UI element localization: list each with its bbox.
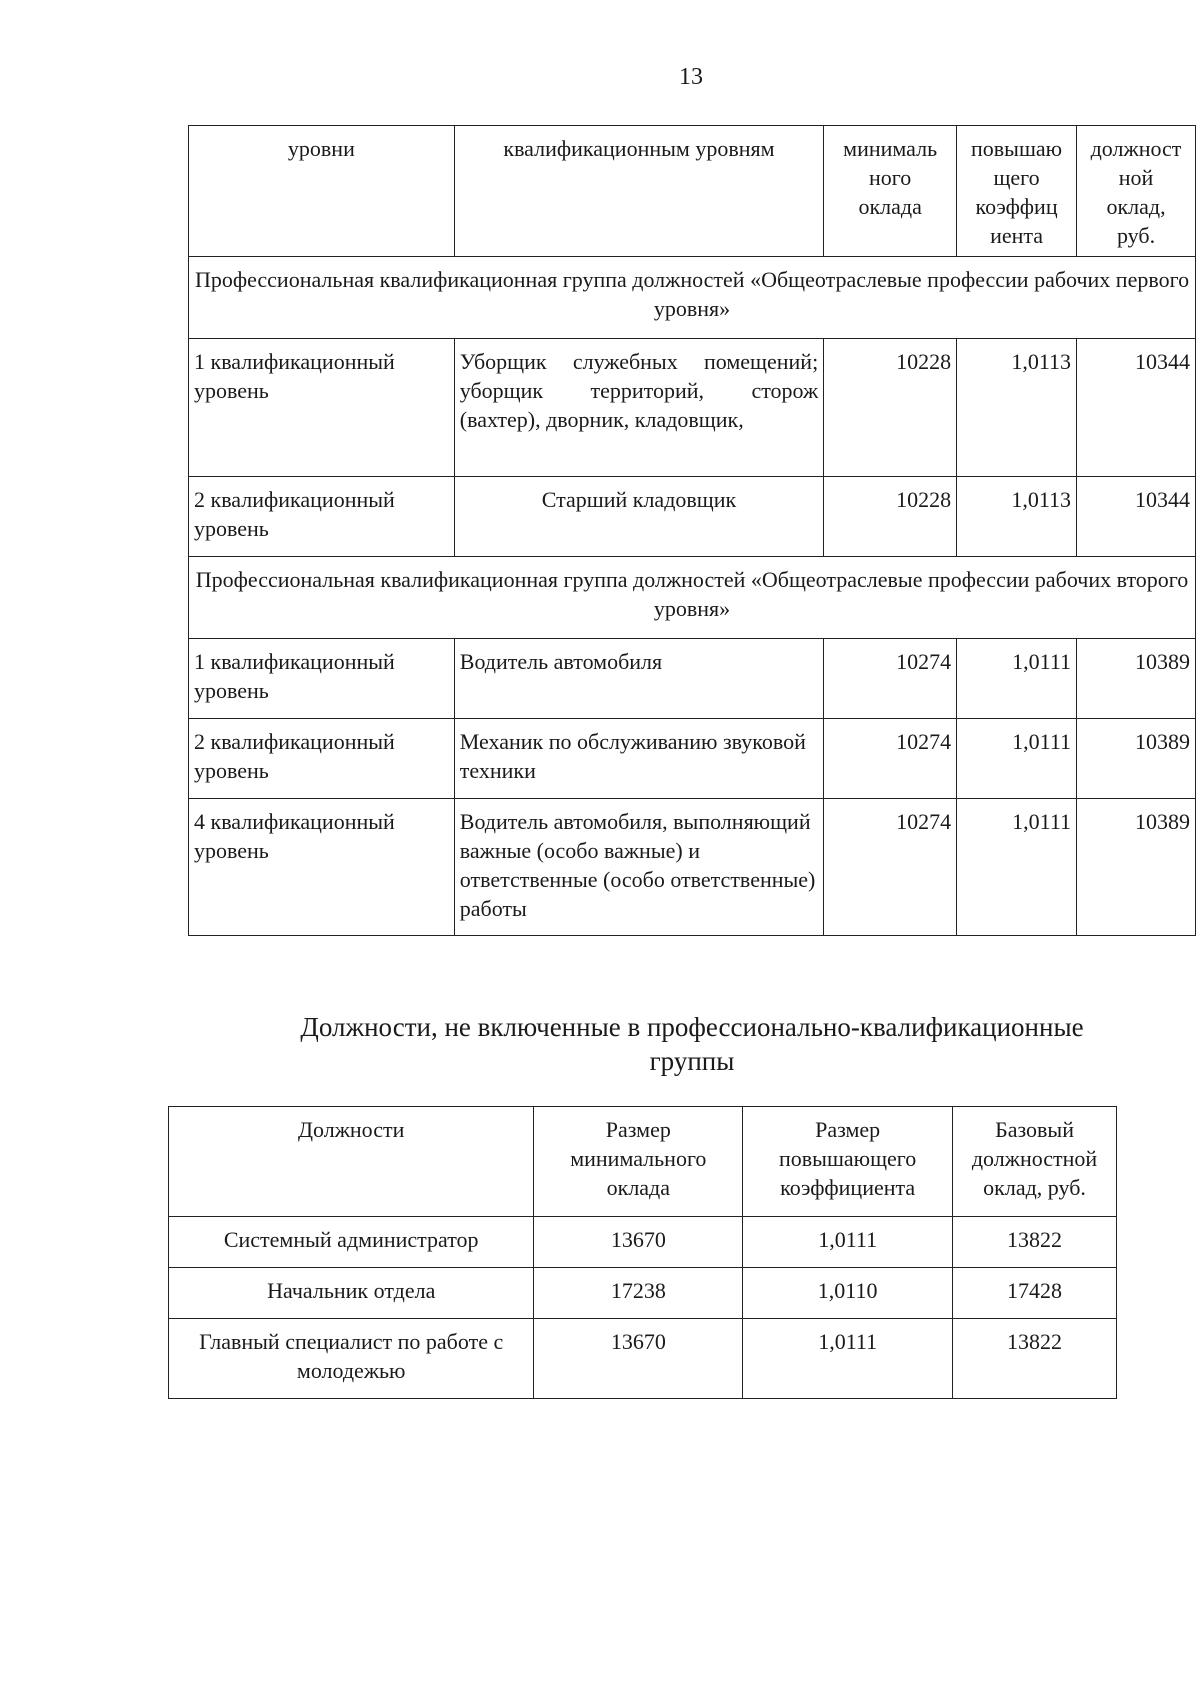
- coefficient-cell: 1,0111: [743, 1217, 953, 1268]
- salary-cell: 10344: [1077, 477, 1196, 557]
- section-title: Должности, не включенные в профессионально-квалификационные группы: [300, 1012, 1084, 1076]
- table-row: [189, 799, 1196, 936]
- level-cell: 4 квалификационный уровень: [189, 799, 455, 936]
- salary-cell: 13822: [953, 1319, 1117, 1399]
- table-row: [169, 1217, 1117, 1268]
- header-min-salary: минималь ного оклада: [824, 126, 957, 257]
- level-cell: 1 квалификационный уровень: [189, 639, 455, 719]
- salary-cell: 17428: [953, 1268, 1117, 1319]
- header-positions: квалификационным уровням: [454, 126, 823, 257]
- coefficient-cell: 1,0111: [957, 719, 1077, 799]
- table-row: [189, 477, 1196, 557]
- table-header-row: [169, 1107, 1117, 1217]
- table-row: [189, 339, 1196, 477]
- min-salary-cell: 17238: [534, 1268, 743, 1319]
- group-title: Профессиональная квалификационная группа должностей «Общеотраслевые профессии рабочих первого уровня»: [189, 257, 1196, 339]
- coefficient-cell: 1,0113: [957, 477, 1077, 557]
- min-salary-cell: 13670: [534, 1217, 743, 1268]
- qualification-groups-table: [188, 125, 1196, 936]
- level-cell: 2 квалификационный уровень: [189, 719, 455, 799]
- table-header-row: [189, 126, 1196, 257]
- other-positions-table: [168, 1106, 1117, 1399]
- header-levels: уровни: [189, 126, 455, 257]
- coefficient-cell: 1,0111: [743, 1319, 953, 1399]
- header-coefficient: Размер повышающего коэффициента: [743, 1107, 953, 1217]
- salary-cell: 10389: [1077, 639, 1196, 719]
- table-row: [169, 1319, 1117, 1399]
- min-salary-cell: 10228: [824, 477, 957, 557]
- group-title-row: [189, 257, 1196, 339]
- position-cell: Системный администратор: [169, 1217, 534, 1268]
- salary-cell: 13822: [953, 1217, 1117, 1268]
- positions-cell: Механик по обслуживанию звуковой техники: [454, 719, 823, 799]
- page-number: 13: [679, 64, 703, 90]
- coefficient-cell: 1,0113: [957, 339, 1077, 477]
- table-row: [189, 719, 1196, 799]
- positions-cell: Водитель автомобиля, выполняющий важные (особо важные) и ответственные (особо ответственные) работы: [454, 799, 823, 936]
- coefficient-cell: 1,0110: [743, 1268, 953, 1319]
- position-cell: Начальник отдела: [169, 1268, 534, 1319]
- coefficient-cell: 1,0111: [957, 799, 1077, 936]
- level-cell: 1 квалификационный уровень: [189, 339, 455, 477]
- min-salary-cell: 10274: [824, 639, 957, 719]
- header-salary: должност ной оклад, руб.: [1077, 126, 1196, 257]
- min-salary-cell: 10228: [824, 339, 957, 477]
- min-salary-cell: 10274: [824, 799, 957, 936]
- table-row: [169, 1268, 1117, 1319]
- header-min-salary: Размер минимального оклада: [534, 1107, 743, 1217]
- salary-cell: 10389: [1077, 719, 1196, 799]
- group-title: Профессиональная квалификационная группа должностей «Общеотраслевые профессии рабочих второго уровня»: [189, 557, 1196, 639]
- header-positions: Должности: [169, 1107, 534, 1217]
- level-cell: 2 квалификационный уровень: [189, 477, 455, 557]
- salary-cell: 10344: [1077, 339, 1196, 477]
- min-salary-cell: 13670: [534, 1319, 743, 1399]
- table-row: [189, 639, 1196, 719]
- group-title-row: [189, 557, 1196, 639]
- positions-cell: Водитель автомобиля: [454, 639, 823, 719]
- header-coefficient: повышаю щего коэффиц иента: [957, 126, 1077, 257]
- position-cell: Главный специалист по работе с молодежью: [169, 1319, 534, 1399]
- positions-cell: Старший кладовщик: [454, 477, 823, 557]
- header-salary: Базовый должностной оклад, руб.: [953, 1107, 1117, 1217]
- positions-cell: Уборщик служебных помещений; уборщик территорий, сторож (вахтер), дворник, кладовщик,: [454, 339, 823, 477]
- coefficient-cell: 1,0111: [957, 639, 1077, 719]
- min-salary-cell: 10274: [824, 719, 957, 799]
- salary-cell: 10389: [1077, 799, 1196, 936]
